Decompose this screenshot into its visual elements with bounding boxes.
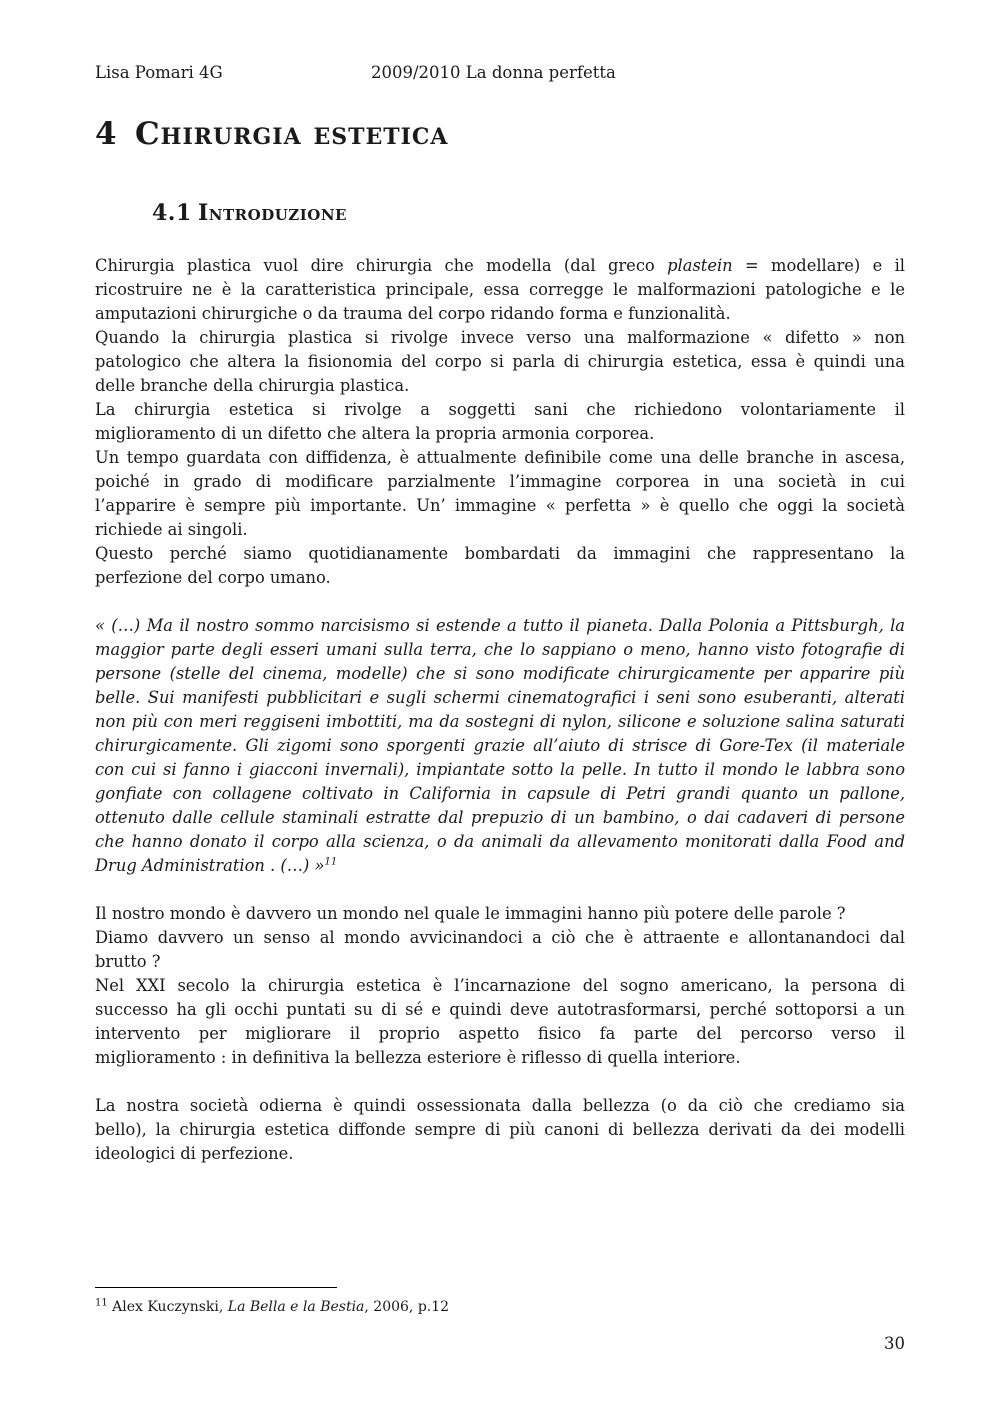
paragraph-gap xyxy=(95,878,905,902)
quote-line: non più con meri reggiseni imbottiti, ma da sostegni di nylon, silicone e soluzione salina saturati xyxy=(95,712,905,731)
text-line: ideologici di perfezione. xyxy=(95,1144,294,1163)
text-line: poiché in grado di modificare parzialmente l’immagine corporea in una società in cui xyxy=(95,472,905,491)
text-line: Un tempo guardata con diffidenza, è attualmente definibile come una delle branche in ascesa, xyxy=(95,448,905,467)
page-number: 30 xyxy=(884,1334,905,1353)
quote-line xyxy=(95,854,905,878)
footnote-rest: , 2006, p.12 xyxy=(364,1299,450,1315)
header-author: Lisa Pomari 4G xyxy=(95,63,223,82)
chapter-number: 4 xyxy=(95,116,118,152)
paragraph xyxy=(95,326,905,398)
text-line: perfezione del corpo umano. xyxy=(95,568,331,587)
greek-term: plastein xyxy=(667,256,733,275)
block-quote xyxy=(95,614,905,878)
paragraph xyxy=(95,542,905,590)
text-line: richiede ai singoli. xyxy=(95,520,248,539)
text-line: l’apparire è sempre più importante. Un’ immagine « perfetta » è quello che oggi la società xyxy=(95,496,905,515)
chapter-title: Chirurgia estetica xyxy=(135,116,449,152)
section-title: Introduzione xyxy=(198,200,347,226)
quote-line: ottenuto dalle cellule staminali estratte dal prepuzio di un bambino, o dai cadaveri di persone xyxy=(95,808,905,827)
text-line: Diamo davvero un senso al mondo avvicinandoci a ciò che è attraente e allontanandoci dal xyxy=(95,928,905,947)
text-run: Chirurgia plastica vuol dire chirurgia che modella (dal greco xyxy=(95,256,668,275)
text-line: delle branche della chirurgia plastica. xyxy=(95,376,410,395)
quote-line: maggior parte degli esseri umani sulla terra, che lo sappiano o meno, hanno visto fotografie di xyxy=(95,640,905,659)
text-line: successo ha gli occhi puntati su di sé e quindi deve autotrasformarsi, perché sottoporsi a un xyxy=(95,1000,905,1019)
quote-line: che hanno donato il corpo alla scienza, o da animali da allevamento monitorati dalla Food and xyxy=(95,832,905,851)
text-line: ricostruire ne è la caratteristica principale, essa corregge le malformazioni patologiche e le xyxy=(95,280,905,299)
footnote-title: La Bella e la Bestia xyxy=(227,1299,365,1315)
text-line: La nostra società odierna è quindi ossessionata dalla bellezza (o da ciò che crediamo sia xyxy=(95,1096,905,1115)
section-number: 4.1 xyxy=(152,200,192,226)
text-run: = modellare) e il xyxy=(732,256,905,275)
text-line: patologico che altera la fisionomia del corpo si parla di chirurgia estetica, essa è quindi una xyxy=(95,352,905,371)
paragraph xyxy=(95,254,905,326)
header-meta: 2009/2010 La donna perfetta xyxy=(371,63,616,82)
page-header xyxy=(95,62,905,86)
text-line: Il nostro mondo è davvero un mondo nel quale le immagini hanno più potere delle parole ? xyxy=(95,904,846,923)
paragraph xyxy=(95,902,905,974)
text-line: bello), la chirurgia estetica diffonde sempre di più canoni di bellezza derivati da dei modelli xyxy=(95,1120,905,1139)
quote-line: persone (stelle del cinema, modelle) che si sono modificate chirurgicamente per apparire più xyxy=(95,664,905,683)
footnote-number: 11 xyxy=(95,1297,108,1309)
quote-line: chirurgicamente. Gli zigomi sono sporgenti grazie all’aiuto di strisce di Gore-Tex (il materiale xyxy=(95,736,905,755)
footnote-ref: 11 xyxy=(324,856,338,868)
section-heading xyxy=(152,200,852,232)
text-run: Drug Administration . (…) » xyxy=(95,856,325,875)
quote-line: con cui si fanno i giacconi invernali), impiantate sotto la pelle. In tutto il mondo le labbra sono xyxy=(95,760,905,779)
quote-line: belle. Sui manifesti pubblicitari e sugli schermi cinematografici i seni sono esuberanti, alterati xyxy=(95,688,905,707)
text-line: miglioramento di un difetto che altera la propria armonia corporea. xyxy=(95,424,655,443)
text-line: Questo perché siamo quotidianamente bombardati da immagini che rappresentano la xyxy=(95,544,905,563)
paragraph xyxy=(95,446,905,542)
quote-line: gonfiate con collagene coltivato in California in capsule di Petri grandi quanto un pallone, xyxy=(95,784,905,803)
text-line: Nel XXI secolo la chirurgia estetica è l’incarnazione del sogno americano, la persona di xyxy=(95,976,905,995)
paragraph xyxy=(95,398,905,446)
text-line xyxy=(95,254,905,278)
text-line: miglioramento : in definitiva la bellezza esteriore è riflesso di quella interiore. xyxy=(95,1048,741,1067)
text-line: brutto ? xyxy=(95,952,161,971)
quote-line: « (…) Ma il nostro sommo narcisismo si estende a tutto il pianeta. Dalla Polonia a Pittsburgh, la xyxy=(95,616,905,635)
footnote-rule xyxy=(95,1287,337,1288)
text-line: amputazioni chirurgiche o da trauma del corpo ridando forma e funzionalità. xyxy=(95,304,731,323)
paragraph-gap xyxy=(95,1070,905,1094)
paragraph xyxy=(95,1094,905,1166)
footnote xyxy=(95,1297,695,1319)
text-line: Quando la chirurgia plastica si rivolge invece verso una malformazione « difetto » non xyxy=(95,328,905,347)
paragraph xyxy=(95,974,905,1070)
body-text xyxy=(95,254,905,1166)
text-line: La chirurgia estetica si rivolge a soggetti sani che richiedono volontariamente il xyxy=(95,400,905,419)
paragraph-gap xyxy=(95,590,905,614)
footnote-author: Alex Kuczynski, xyxy=(107,1299,228,1315)
chapter-heading xyxy=(95,116,905,162)
text-line: intervento per migliorare il proprio aspetto fisico fa parte del percorso verso il xyxy=(95,1024,905,1043)
